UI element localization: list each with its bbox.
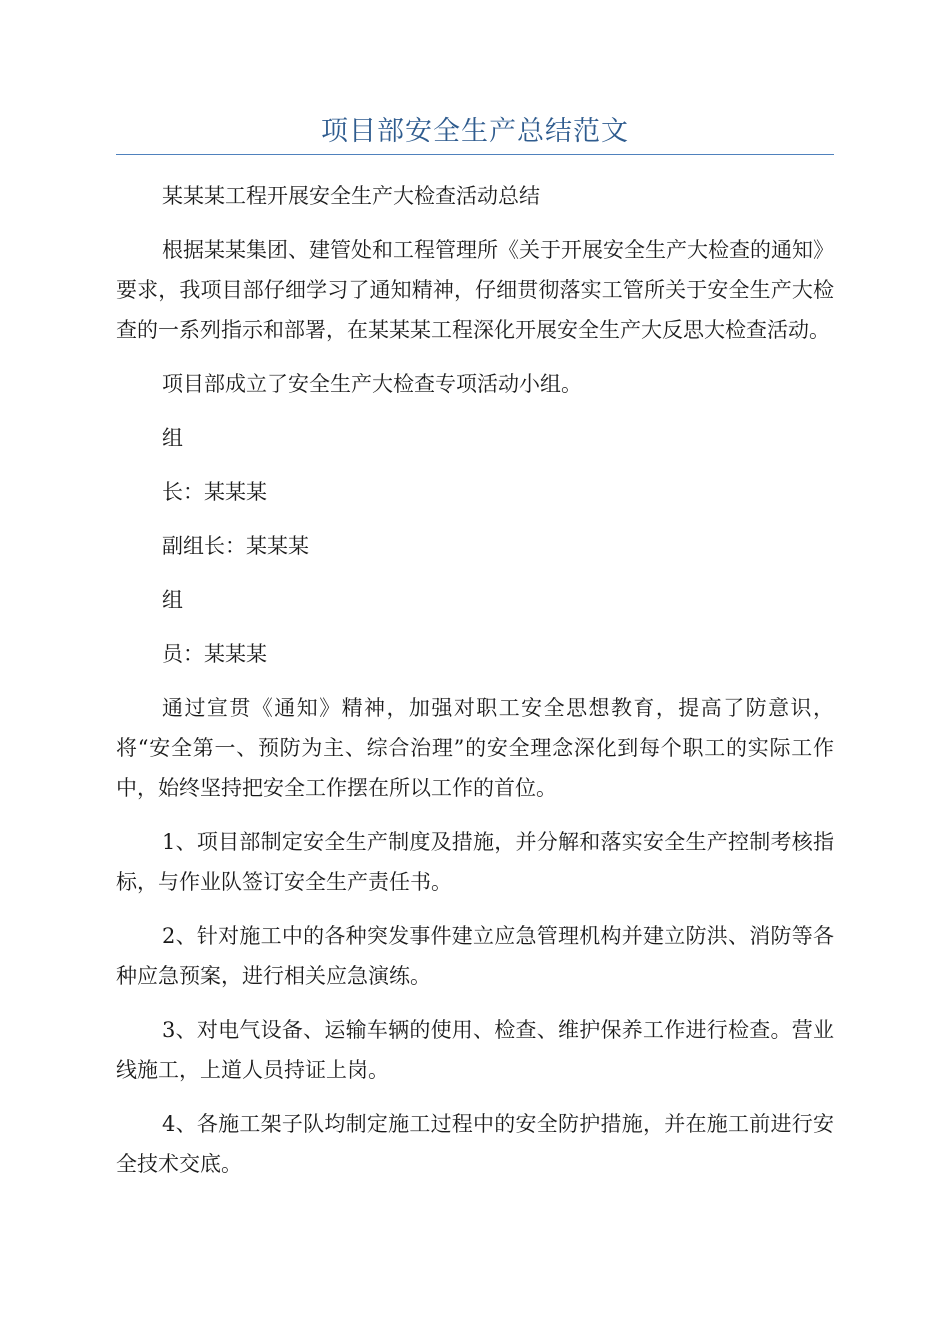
document-body (116, 176, 834, 1198)
list-item-1: 1、项目部制定安全生产制度及措施，并分解和落实安全生产控制考核指标，与作业队签订安全生产责任书。 (116, 830, 834, 894)
list-item-3: 3、对电气设备、运输车辆的使用、检查、维护保养工作进行检查。营业线施工，上道人员持证上岗。 (116, 1018, 834, 1082)
paragraph-members: 员：某某某 (162, 642, 267, 666)
paragraph-deputy-leader: 副组长：某某某 (162, 534, 309, 558)
paragraph-group-leader: 长：某某某 (162, 480, 267, 504)
list-item-4: 4、各施工架子队均制定施工过程中的安全防护措施，并在施工前进行安全技术交底。 (116, 1112, 834, 1176)
list-item-2: 2、针对施工中的各种突发事件建立应急管理机构并建立防洪、消防等各种应急预案，进行相关应急演练。 (116, 924, 834, 988)
paragraph-group-formed: 项目部成立了安全生产大检查专项活动小组。 (162, 372, 582, 396)
paragraph-member-label: 组 (162, 588, 183, 612)
document-title: 项目部安全生产总结范文 (321, 116, 629, 147)
title-underline (116, 154, 834, 155)
paragraph-education: 通过宣贯《通知》精神，加强对职工安全思想教育，提高了防意识，将“安全第一、预防为主、综合治理”的安全理念深化到每个职工的实际工作中，始终坚持把安全工作摆在所以工作的首位。 (116, 696, 834, 800)
paragraph-subtitle: 某某某工程开展安全生产大检查活动总结 (162, 184, 540, 208)
paragraph-intro: 根据某某集团、建管处和工程管理所《关于开展安全生产大检查的通知》要求，我项目部仔细学习了通知精神，仔细贯彻落实工管所关于安全生产大检查的一系列指示和部署，在某某某工程深化开展安全生产大反思大检查活动。 (116, 238, 834, 342)
paragraph-group-label: 组 (162, 426, 183, 450)
